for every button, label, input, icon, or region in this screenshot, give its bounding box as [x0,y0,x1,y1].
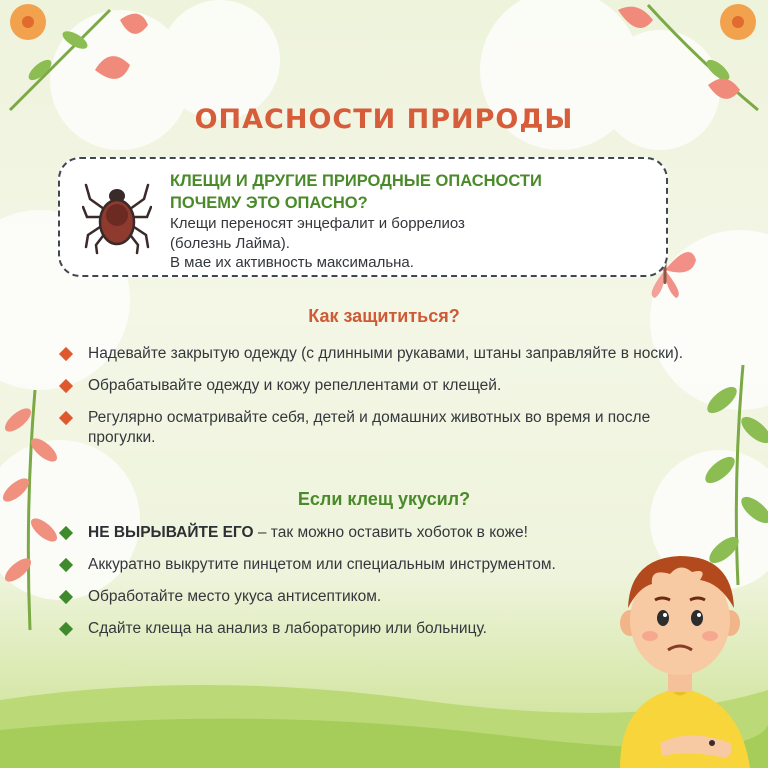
list-item-text: – так можно оставить хоботок в коже! [253,524,528,541]
info-text-line1: Клещи переносят энцефалит и боррелиоз [170,215,465,232]
list-item [58,376,698,396]
info-text-line3: В мае их активность максимальна. [170,254,414,271]
diamond-bullet-icon [59,411,73,425]
list-item-text: Обрабатывайте одежду и кожу репеллентами от клещей. [88,377,502,394]
info-box [58,157,668,277]
list-item-text: Надевайте закрытую одежду (с длинными рукавами, штаны заправляйте в носки). [88,345,684,362]
list-item-strong: НЕ ВЫРЫВАЙТЕ ЕГО [88,524,254,541]
list-item-text: Аккуратно выкрутите пинцетом или специальным инструментом. [88,556,556,573]
diamond-bullet-icon [59,558,73,572]
info-heading-line1: КЛЕЩИ И ДРУГИЕ ПРИРОДНЫЕ ОПАСНОСТИ [170,172,542,190]
list-item-text: Регулярно осматривайте себя, детей и домашних животных во время и после прогулки. [88,409,651,446]
bite-list [58,523,658,639]
list-item [58,587,658,607]
info-text [170,214,660,273]
list-item [58,408,698,448]
list-item [58,555,608,575]
info-heading [170,170,665,214]
flower-decoration-top-right [598,0,768,120]
diamond-bullet-icon [59,526,73,540]
diamond-bullet-icon [59,590,73,604]
list-item [58,523,658,543]
list-item-text: Сдайте клеща на анализ в лабораторию или больницу. [88,620,487,637]
sad-boy-illustration [600,538,760,768]
list-item-text: Обработайте место укуса антисептиком. [88,588,382,605]
list-item [58,344,698,364]
info-heading-line2: ПОЧЕМУ ЭТО ОПАСНО? [170,194,368,212]
info-text-line2: (болезнь Лайма). [170,234,290,252]
page-title: ОПАСНОСТИ ПРИРОДЫ [194,104,574,136]
flower-decoration-top-left [0,0,150,120]
protect-list [58,344,698,448]
bite-section-title: Если клещ укусил? [297,489,471,509]
list-item [58,619,658,639]
diamond-bullet-icon [59,622,73,636]
tick-insect-icon [82,177,152,255]
flower-decoration-left [0,380,60,640]
diamond-bullet-icon [59,379,73,393]
diamond-bullet-icon [59,347,73,361]
protect-section-title: Как защититься? [308,306,460,326]
